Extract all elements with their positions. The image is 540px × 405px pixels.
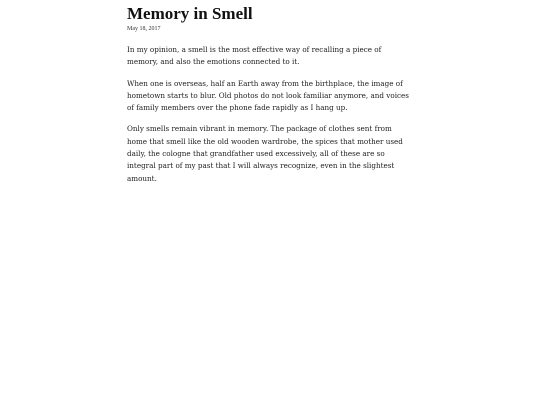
article (127, 4, 412, 185)
article-paragraph: When one is overseas, half an Earth away from the birthplace, the image of hometown starts to blur. Old photos do not look familiar anymore, and voices of family members over the phone fade rapidly as I hang up. (127, 78, 409, 113)
article-date: May 18, 2017 (127, 26, 161, 32)
article-paragraph: In my opinion, a smell is the most effective way of recalling a piece of memory, and also the emotions connected to it. (127, 45, 382, 67)
article-paragraph: Only smells remain vibrant in memory. The package of clothes sent from home that smell like the old wooden wardrobe, the spices that mother used daily, the cologne that grandfather used excessively, all of these are so integral part of my past that I will always recognize, even in the slightest amount. (127, 124, 403, 183)
article-title: Memory in Smell (127, 4, 253, 23)
